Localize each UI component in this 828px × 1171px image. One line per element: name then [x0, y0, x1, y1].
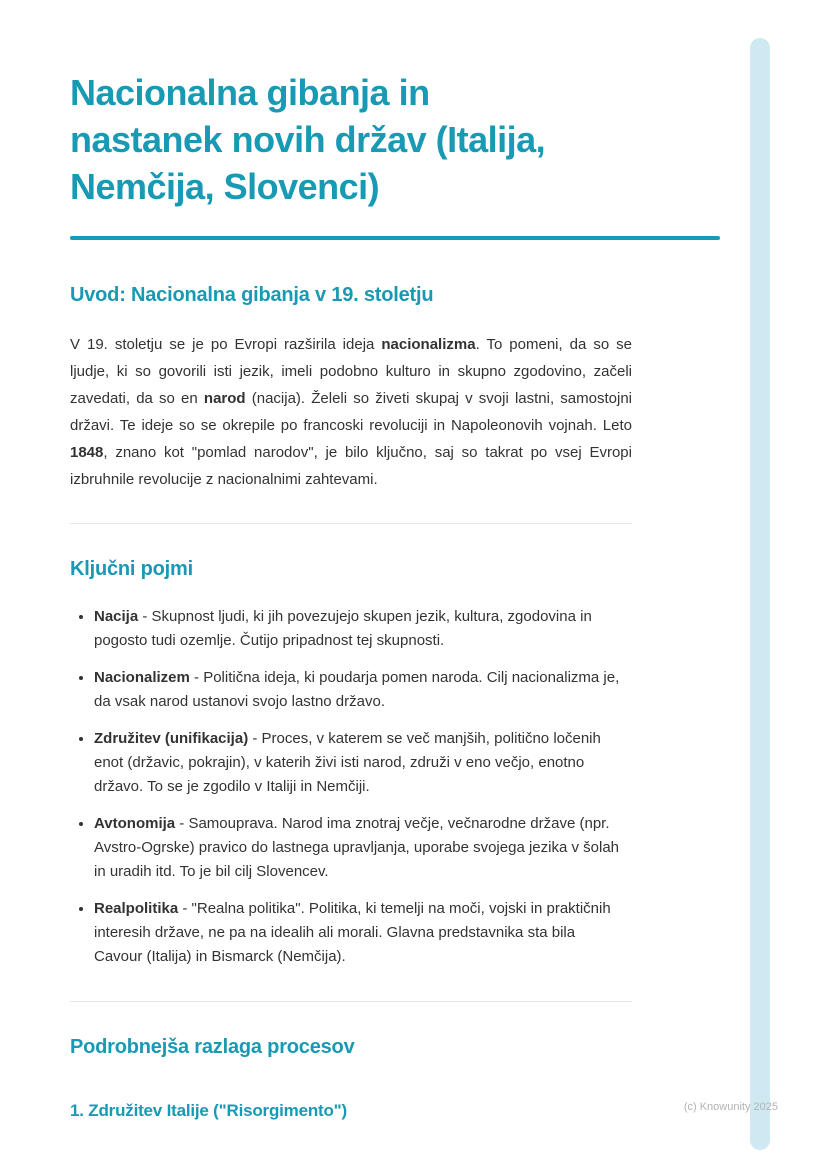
section-divider [70, 1001, 632, 1002]
copyright-notice: (c) Knowunity 2025 [683, 1101, 778, 1113]
section-divider [70, 523, 632, 524]
list-item [94, 897, 625, 969]
key-terms-list [70, 605, 625, 969]
term-definition: - Politična ideja, ki poudarja pomen naroda. Cilj nacionalizma je, da vsak narod ustanovi svojo lastno državo. [94, 669, 620, 711]
term-label: Nacija [94, 608, 139, 626]
list-item [94, 666, 625, 714]
page-title-line: nastanek novih držav (Italija, [70, 118, 546, 160]
section-heading-key-terms: Ključni pojmi [70, 558, 193, 581]
term-label: Nacionalizem [94, 669, 190, 687]
term-definition: - Skupnost ljudi, ki jih povezujejo skupen jezik, kultura, zgodovina in pogosto tudi ozemlje. Čutijo pripadnost tej skupnosti. [94, 608, 592, 650]
list-item [94, 605, 625, 653]
term-definition: - "Realna politika". Politika, ki temelji na moči, vojski in praktičnih interesih države, ne pa na idealih ali morali. Glavna predstavnika sta bila Cavour (Italija) in Bismarck (Nemčija). [94, 900, 611, 966]
page-title-line: Nacionalna gibanja in [70, 72, 430, 113]
section-key-terms [70, 558, 720, 969]
section-processes [70, 1036, 720, 1121]
section-heading-intro: Uvod: Nacionalna gibanja v 19. stoletju [70, 284, 434, 307]
term-definition: - Proces, v katerem se več manjših, politično ločenih enot (državic, pokrajin), v katerih živi isti narod, združi v eno večjo, enotno državo. To se je zgodilo v Italiji in Nemčiji. [94, 730, 601, 796]
section-intro [70, 284, 720, 493]
page-title-line: Nemčija, Slovenci) [70, 165, 380, 207]
page-title [70, 70, 720, 210]
document-content [70, 70, 720, 1121]
term-label: Realpolitika [94, 900, 179, 918]
term-label: Združitev (unifikacija) [94, 730, 249, 748]
subsection-heading-italy: 1. Združitev Italije ("Risorgimento") [70, 1101, 347, 1121]
intro-paragraph: V 19. stoletju se je po Evropi razširila ideja nacionalizma. To pomeni, da so se ljudje, ki so govorili isti jezik, imeli podobno kulturo in skupno zgodovino, začeli zavedati, da so en narod (nacija). Želeli so živeti skupaj v svoji lastni, samostojni državi. Te ideje so se okrepile po francoski revoluciji in Napoleonovih vojnah. Leto 1848, znano kot "pomlad narodov", je bilo ključno, saj so takrat po vsej Evropi izbruhnile revolucije z nacionalnimi zahtevami. [70, 336, 633, 489]
list-item [94, 727, 625, 799]
title-accent-rule [70, 236, 720, 240]
term-label: Avtonomija [94, 815, 176, 833]
section-heading-processes: Podrobnejša razlaga procesov [70, 1036, 355, 1059]
scrollbar[interactable] [750, 38, 770, 1150]
term-definition: - Samouprava. Narod ima znotraj večje, večnarodne države (npr. Avstro-Ogrske) pravico do lastnega upravljanja, uporabe svojega jezika v šolah in uradih itd. To je bil cilj Slovencev. [94, 815, 620, 881]
list-item [94, 812, 625, 884]
